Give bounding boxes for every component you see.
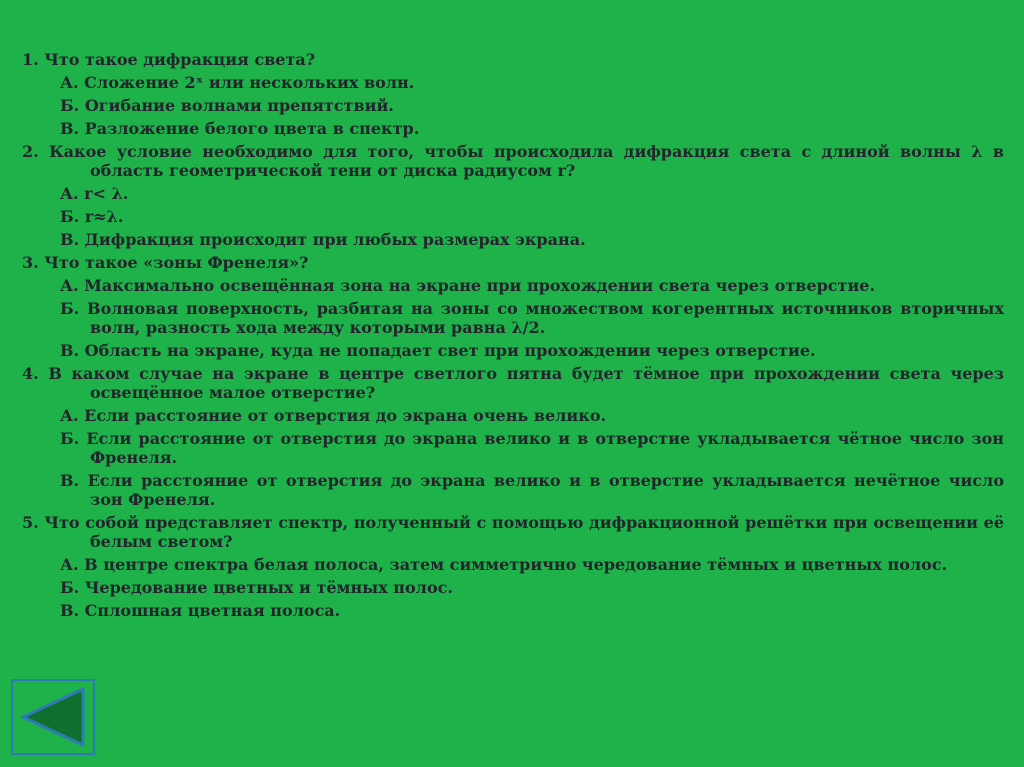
option-1a: А. Сложение 2ˣ или нескольких волн. — [60, 73, 415, 92]
option-4a: А. Если расстояние от отверстия до экрана очень велико. — [60, 406, 607, 425]
quiz-content — [22, 50, 1004, 620]
option-1b: Б. Огибание волнами препятствий. — [60, 96, 394, 115]
option-4c: В. Если расстояние от отверстия до экрана велико и в отверстие укладывается нечётное число зон Френеля. — [60, 471, 1004, 509]
option-3a: А. Максимально освещённая зона на экране при прохождении света через отверстие. — [60, 276, 876, 295]
option-5a: А. В центре спектра белая полоса, затем симметрично чередование тёмных и цветных полос. — [60, 555, 948, 574]
triangle-left-icon — [13, 681, 93, 753]
question-text: 3. Что такое «зоны Френеля»? — [22, 253, 309, 272]
option-4b: Б. Если расстояние от отверстия до экрана велико и в отверстие укладывается чётное число зон Френеля. — [60, 429, 1004, 467]
option-5c: В. Сплошная цветная полоса. — [60, 601, 341, 620]
question-text: 4. В каком случае на экране в центре светлого пятна будет тёмное при прохождении света через освещённое малое отверстие? — [22, 364, 1004, 402]
option-1c: В. Разложение белого цвета в спектр. — [60, 119, 420, 138]
question-2 — [22, 142, 1004, 180]
question-1 — [22, 50, 1004, 69]
option-5b: Б. Чередование цветных и тёмных полос. — [60, 578, 453, 597]
back-button[interactable] — [11, 679, 95, 755]
question-text: 1. Что такое дифракция света? — [22, 50, 316, 69]
question-5 — [22, 513, 1004, 551]
question-4 — [22, 364, 1004, 402]
question-text: 2. Какое условие необходимо для того, чтобы происходила дифракция света с длиной волны λ в область геометрической тени от диска радиусом r? — [22, 142, 1004, 180]
question-3 — [22, 253, 1004, 272]
option-3b: Б. Волновая поверхность, разбитая на зоны со множеством когерентных источников вторичных волн, разность хода между которыми равна λ/2. — [60, 299, 1004, 337]
option-3c: В. Область на экране, куда не попадает свет при прохождении через отверстие. — [60, 341, 816, 360]
question-text: 5. Что собой представляет спектр, полученный с помощью дифракционной решётки при освещении её белым светом? — [22, 513, 1004, 551]
option-2a: А. r< λ. — [60, 184, 129, 203]
option-2c: В. Дифракция происходит при любых размерах экрана. — [60, 230, 586, 249]
option-2b: Б. r≈λ. — [60, 207, 124, 226]
